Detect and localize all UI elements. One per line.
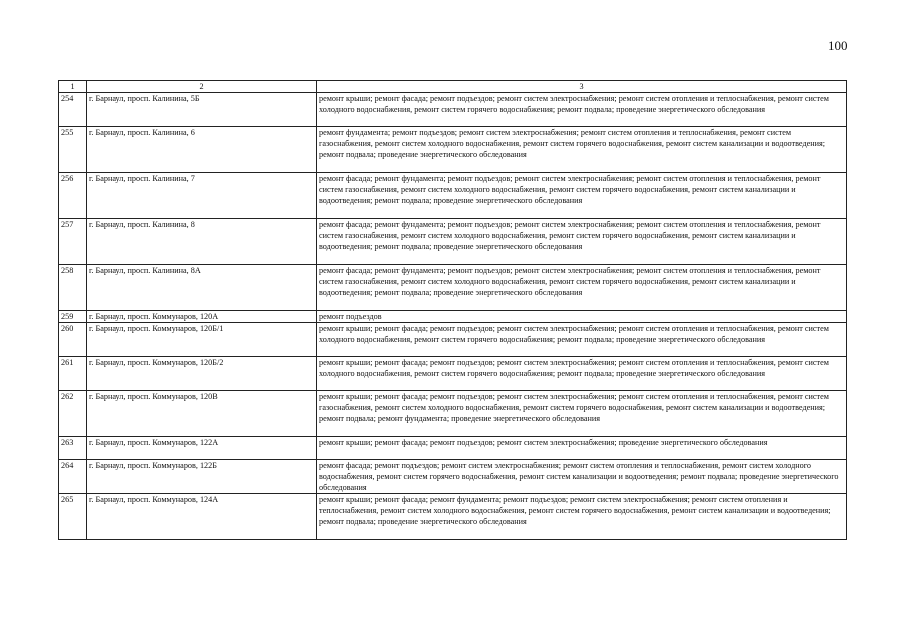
row-number-cell: 261 xyxy=(59,357,87,391)
row-number-cell: 254 xyxy=(59,93,87,127)
table-row xyxy=(59,93,847,127)
works-cell: ремонт фасада; ремонт фундамента; ремонт подъездов; ремонт систем электроснабжения; ремонт систем отопления и теплоснабжения, ремонт систем газоснабжения, ремонт систем холодного водоснабжения, ремонт систем горячего водоснабжения, ремонт систем канализации и водоотведения; ремонт подвала; проведение энергетического обследования xyxy=(317,219,847,265)
address-cell: г. Барнаул, просп. Коммунаров, 120Б/1 xyxy=(87,323,317,357)
works-cell: ремонт крыши; ремонт фасада; ремонт подъездов; ремонт систем электроснабжения; ремонт систем отопления и теплоснабжения, ремонт систем холодного водоснабжения, ремонт систем горячего водоснабжения; ремонт подвала; проведение энергетического обследования xyxy=(317,93,847,127)
address-cell: г. Барнаул, просп. Коммунаров, 124А xyxy=(87,494,317,540)
address-cell: г. Барнаул, просп. Коммунаров, 120Б/2 xyxy=(87,357,317,391)
table-row xyxy=(59,219,847,265)
works-cell: ремонт фасада; ремонт фундамента; ремонт подъездов; ремонт систем электроснабжения; ремонт систем отопления и теплоснабжения, ремонт систем газоснабжения, ремонт систем холодного водоснабжения, ремонт систем горячего водоснабжения, ремонт систем канализации и водоотведения; ремонт подвала; проведение энергетического обследования xyxy=(317,173,847,219)
address-cell: г. Барнаул, просп. Калинина, 6 xyxy=(87,127,317,173)
address-cell: г. Барнаул, просп. Калинина, 8А xyxy=(87,265,317,311)
header-cell-3: 3 xyxy=(317,81,847,93)
address-cell: г. Барнаул, просп. Коммунаров, 122Б xyxy=(87,460,317,494)
header-cell-2: 2 xyxy=(87,81,317,93)
row-number-cell: 257 xyxy=(59,219,87,265)
table-row xyxy=(59,391,847,437)
works-cell: ремонт фасада; ремонт фундамента; ремонт подъездов; ремонт систем электроснабжения; ремонт систем отопления и теплоснабжения, ремонт систем газоснабжения, ремонт систем холодного водоснабжения, ремонт систем горячего водоснабжения, ремонт систем канализации и водоотведения; ремонт подвала; проведение энергетического обследования xyxy=(317,265,847,311)
row-number-cell: 255 xyxy=(59,127,87,173)
row-number-cell: 263 xyxy=(59,437,87,460)
table-header-row xyxy=(59,81,847,93)
table-row xyxy=(59,357,847,391)
works-cell: ремонт крыши; ремонт фасада; ремонт фундамента; ремонт подъездов; ремонт систем электроснабжения; ремонт систем отопления и теплоснабжения, ремонт систем холодного водоснабжения, ремонт систем горячего водоснабжения, ремонт систем канализации и водоотведения; ремонт подвала; проведение энергетического обследования xyxy=(317,494,847,540)
address-cell: г. Барнаул, просп. Коммунаров, 120В xyxy=(87,391,317,437)
works-cell: ремонт фасада; ремонт подъездов; ремонт систем электроснабжения; ремонт систем отопления и теплоснабжения, ремонт систем холодного водоснабжения, ремонт систем горячего водоснабжения, ремонт систем канализации и водоотведения; ремонт подвала; проведение энергетического обследования xyxy=(317,460,847,494)
table-row xyxy=(59,494,847,540)
address-cell: г. Барнаул, просп. Коммунаров, 122А xyxy=(87,437,317,460)
table-row xyxy=(59,265,847,311)
works-cell: ремонт крыши; ремонт фасада; ремонт подъездов; ремонт систем электроснабжения; ремонт систем отопления и теплоснабжения, ремонт систем холодного водоснабжения, ремонт систем горячего водоснабжения; ремонт подвала; проведение энергетического обследования xyxy=(317,323,847,357)
table-row xyxy=(59,173,847,219)
address-cell: г. Барнаул, просп. Калинина, 7 xyxy=(87,173,317,219)
row-number-cell: 262 xyxy=(59,391,87,437)
row-number-cell: 264 xyxy=(59,460,87,494)
table-row xyxy=(59,323,847,357)
works-cell: ремонт крыши; ремонт фасада; ремонт подъездов; ремонт систем электроснабжения; ремонт систем отопления и теплоснабжения, ремонт систем холодного водоснабжения, ремонт систем горячего водоснабжения; ремонт подвала; проведение энергетического обследования xyxy=(317,357,847,391)
address-cell: г. Барнаул, просп. Коммунаров, 120А xyxy=(87,311,317,323)
row-number-cell: 258 xyxy=(59,265,87,311)
table-row xyxy=(59,460,847,494)
table-row xyxy=(59,311,847,323)
row-number-cell: 256 xyxy=(59,173,87,219)
works-cell: ремонт крыши; ремонт фасада; ремонт подъездов; ремонт систем электроснабжения; ремонт систем отопления и теплоснабжения, ремонт систем газоснабжения, ремонт систем холодного водоснабжения, ремонт систем горячего водоснабжения, ремонт систем канализации и водоотведения; ремонт подвала; ремонт фундамента; проведение энергетического обследования xyxy=(317,391,847,437)
row-number-cell: 260 xyxy=(59,323,87,357)
table-row xyxy=(59,437,847,460)
page-number: 100 xyxy=(828,38,848,53)
address-cell: г. Барнаул, просп. Калинина, 8 xyxy=(87,219,317,265)
row-number-cell: 265 xyxy=(59,494,87,540)
repair-table xyxy=(58,80,847,540)
header-cell-1: 1 xyxy=(59,81,87,93)
works-cell: ремонт крыши; ремонт фасада; ремонт подъездов; ремонт систем электроснабжения; проведение энергетического обследования xyxy=(317,437,847,460)
address-cell: г. Барнаул, просп. Калинина, 5Б xyxy=(87,93,317,127)
works-cell: ремонт подъездов xyxy=(317,311,847,323)
works-cell: ремонт фундамента; ремонт подъездов; ремонт систем электроснабжения; ремонт систем отопления и теплоснабжения, ремонт систем газоснабжения, ремонт систем холодного водоснабжения, ремонт систем горячего водоснабжения, ремонт систем канализации и водоотведения; ремонт подвала; проведение энергетического обследования xyxy=(317,127,847,173)
table-row xyxy=(59,127,847,173)
row-number-cell: 259 xyxy=(59,311,87,323)
